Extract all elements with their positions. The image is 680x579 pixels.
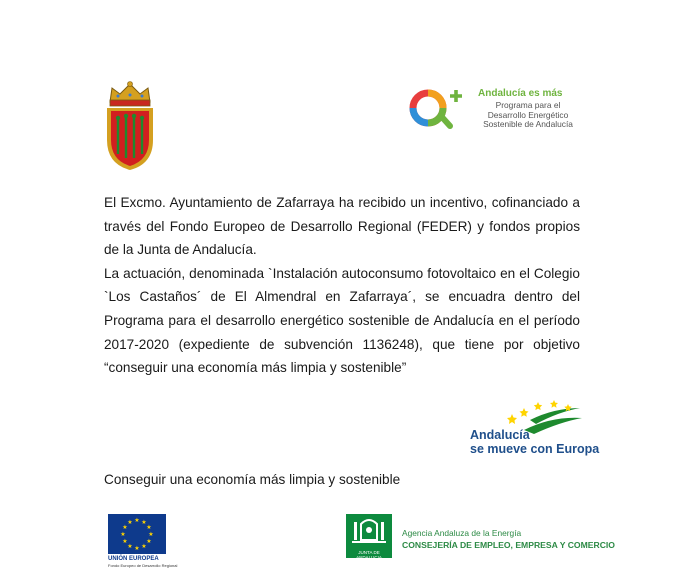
- andalucia-se-mueve-logo: [466, 398, 600, 460]
- paragraph-2: La actuación, denominada `Instalación autoconsumo fotovoltaico en el Colegio `Los Castaños´ de El Almendral en Zafarraya´, se encuadra dentro del Programa para el desarrollo energético sostenible de Andalucía en el período 2017-2020 (expediente de subvención 1136248), que tiene por objetivo “conseguir una economía más limpia y sostenible”: [104, 265, 580, 376]
- svg-text:★: ★: [146, 524, 152, 531]
- eu-flag-icon: [108, 514, 166, 554]
- announcement-body: [104, 191, 580, 380]
- svg-text:★: ★: [120, 531, 126, 538]
- svg-text:★: ★: [146, 538, 152, 545]
- svg-text:★: ★: [127, 543, 133, 550]
- andalucia-es-mas-icon: [408, 86, 466, 130]
- svg-text:★: ★: [134, 545, 140, 552]
- svg-text:★: ★: [127, 519, 133, 526]
- svg-text:★: ★: [122, 524, 128, 531]
- coat-of-arms-icon: [104, 80, 156, 172]
- svg-text:★: ★: [122, 538, 128, 545]
- svg-text:★: ★: [148, 531, 154, 538]
- andalucia-es-mas-subtitle: Programa para el Desarrollo Energético Sostenible de Andalucía: [483, 100, 573, 130]
- se-mueve-line-1: Andalucía: [470, 428, 530, 442]
- eu-sublabel: Fondo Europeo de Desarrollo Regional: [108, 563, 178, 568]
- junta-andalucia-logo: [346, 514, 615, 562]
- svg-text:★: ★: [141, 543, 147, 550]
- eu-logo: [106, 514, 178, 570]
- eu-label: UNIÓN EUROPEA: [108, 556, 159, 562]
- svg-text:★: ★: [141, 519, 147, 526]
- junta-line-2: CONSEJERÍA DE EMPLEO, EMPRESA Y COMERCIO: [402, 540, 615, 550]
- slogan-text: Conseguir una economía más limpia y sostenible: [104, 472, 401, 487]
- paragraph-1: El Excmo. Ayuntamiento de Zafarraya ha recibido un incentivo, cofinanciado a través del Fondo Europeo de Desarrollo Regional (FEDER) y fondos propios de la Junta de Andalucía.: [104, 195, 580, 258]
- andalucia-es-mas-logo: [408, 84, 578, 132]
- se-mueve-line-2: se mueve con Europa: [470, 442, 600, 456]
- svg-text:★: ★: [134, 517, 140, 524]
- junta-line-1: Agencia Andaluza de la Energía: [402, 528, 522, 538]
- andalucia-es-mas-title: Andalucía es más: [478, 88, 563, 99]
- junta-box-label: JUNTA DE ANDALUCIA: [356, 550, 382, 560]
- junta-emblem-icon: [346, 514, 392, 558]
